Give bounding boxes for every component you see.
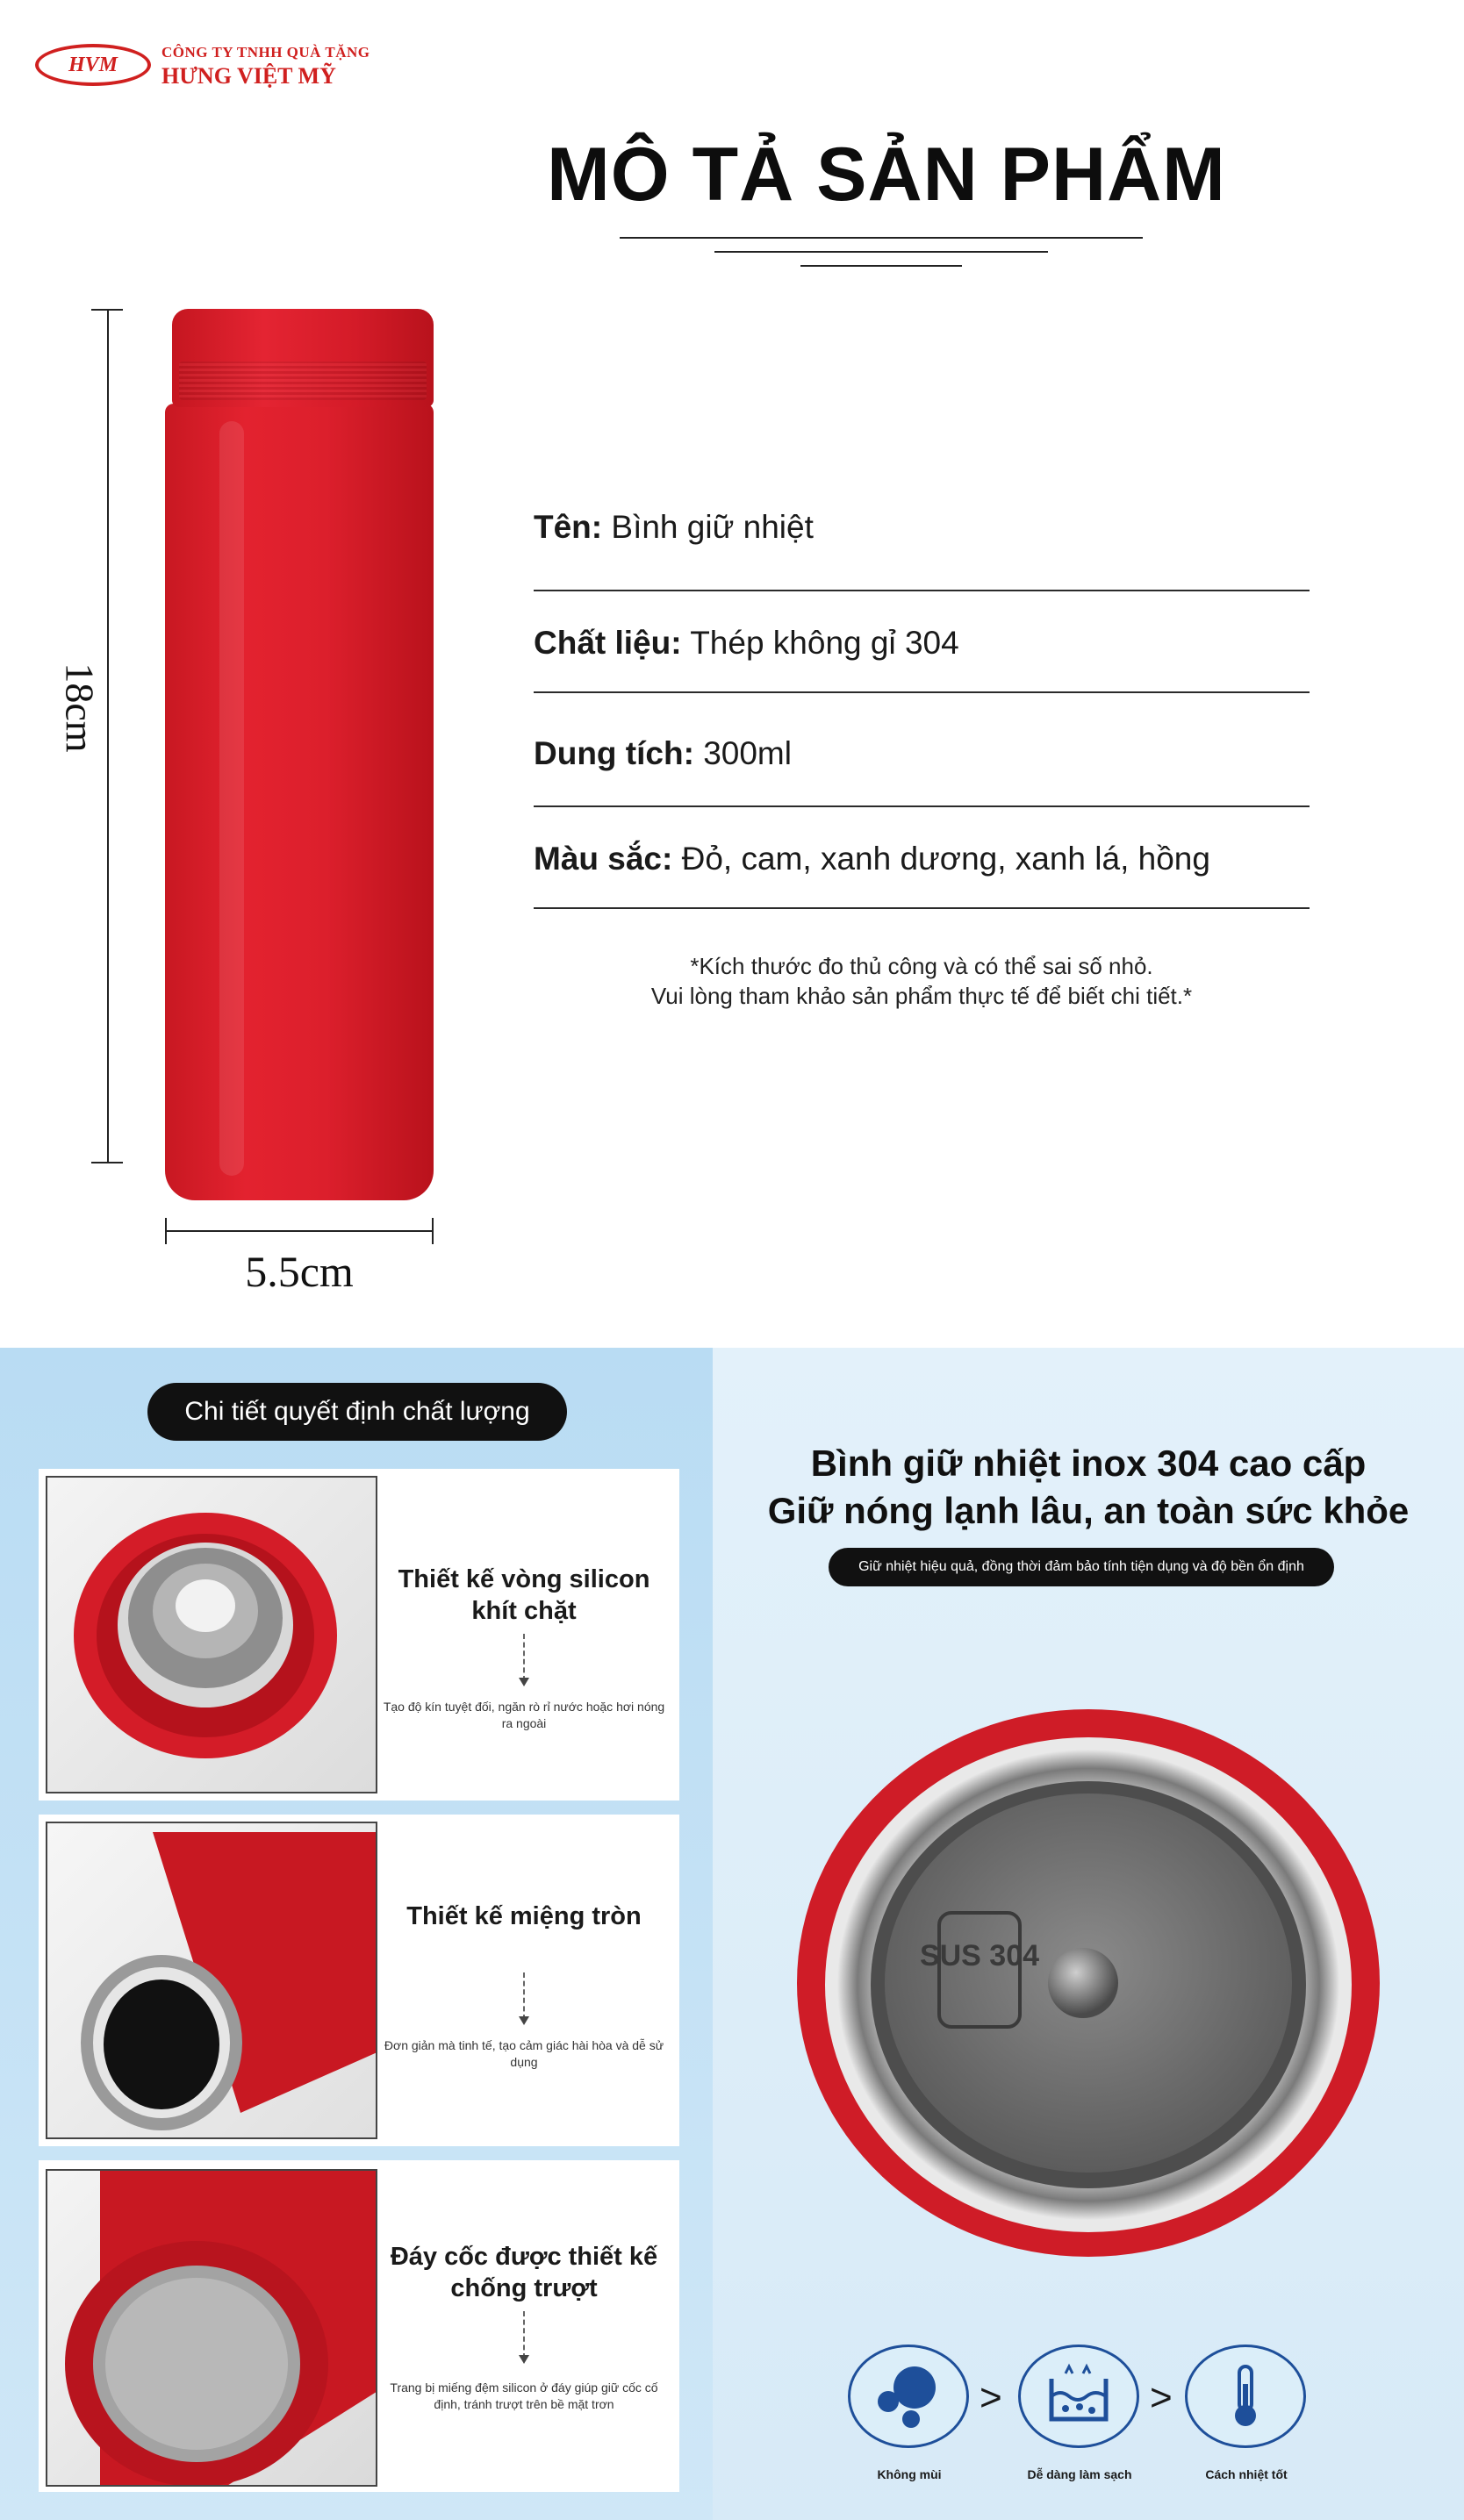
arrowhead-icon [519,2355,529,2364]
base-illustration [47,2171,377,2487]
height-dimension-top-tick [91,309,123,311]
feature-label-odorless: Không mùi [877,2467,942,2481]
spec-name [534,509,1310,546]
spec-material [534,625,1310,662]
brand-logo [35,44,151,86]
spec-capacity [534,735,1310,772]
spec-colors [534,841,1310,877]
thermometer-icon [1185,2345,1306,2448]
bottle-highlight [219,421,244,1176]
spec-divider [534,907,1310,909]
bottle-top-view [790,1702,1387,2264]
company-line: CÔNG TY TNHH QUÀ TẶNG [161,44,370,61]
details-heading: Chi tiết quyết định chất lượng [147,1383,567,1441]
spec-label: Dung tích: [534,735,694,771]
feature-title-1: Bình giữ nhiệt inox 304 cao cấp [810,1443,1367,1484]
spec-value: 300ml [703,735,792,771]
arrowhead-icon [519,2016,529,2025]
separator-gt: > [980,2376,1002,2419]
bottle-top-illustration [790,1702,1387,2264]
separator-gt: > [1150,2376,1173,2419]
detail-photo-lid [46,1476,377,1793]
bubbles-icon [848,2345,969,2448]
width-label: 5.5cm [245,1247,354,1296]
bottle-cap-grip [179,362,427,400]
feature-subtitle: Giữ nhiệt hiệu quả, đồng thời đảm bảo tính tiện dụng và độ bền ổn định [829,1548,1334,1586]
spec-divider [534,805,1310,807]
measurement-note [534,951,1310,1011]
mouth-illustration [47,1823,377,2139]
height-dimension-line [107,309,109,1163]
sus304-stamp: SUS 304 [919,1939,1040,1972]
company-name: HƯNG VIỆT MỸ [161,63,336,89]
title-rule-1 [620,237,1143,239]
detail-card-desc: Tạo độ kín tuyệt đối, ngăn rò rỉ nước hoặc hơi nóng ra ngoài [383,1700,665,1730]
detail-photo-mouth [46,1822,377,2139]
detail-card-desc: Đơn giản mà tinh tế, tạo cảm giác hài hòa và dễ sử dụng [384,2038,664,2069]
height-dimension-bottom-tick [91,1162,123,1163]
detail-card-title: Thiết kế miệng tròn [406,1902,642,1930]
arrow-down-icon [523,2311,525,2359]
lid-ring-illustration [47,1478,377,1793]
spec-value: Thép không gỉ 304 [690,625,959,661]
clean-water-icon-svg [1039,2361,1118,2431]
spec-value: Đỏ, cam, xanh dương, xanh lá, hồng [681,841,1210,877]
height-label: 18cm [57,662,103,753]
width-dimension-line [165,1230,434,1232]
page-title: MÔ TẢ SẢN PHẨM [547,132,1226,217]
brand-logo-text: HVM [68,53,118,76]
width-dimension-left-tick [165,1218,167,1244]
title-rule-3 [800,265,962,267]
spec-divider [534,691,1310,693]
arrow-down-icon [523,1972,525,2020]
spec-label: Màu sắc: [534,841,673,877]
thermometer-icon-svg [1206,2361,1285,2431]
spec-label: Chất liệu: [534,625,682,661]
arrowhead-icon [519,1678,529,1686]
spec-divider [534,590,1310,591]
clean-water-icon [1018,2345,1139,2448]
bottle-body [165,404,434,1200]
arrow-down-icon [523,1634,525,1681]
detail-card-desc: Trang bị miếng đệm silicon ở đáy giúp giữ cốc cố định, tránh trượt trên bề mặt trơn [390,2380,658,2411]
spec-label: Tên: [534,509,603,545]
note-line: *Kích thước đo thủ công và có thể sai số nhỏ. [690,953,1153,979]
feature-title-2: Giữ nóng lạnh lâu, an toàn sức khỏe [767,1490,1410,1531]
feature-label-easy-clean: Dễ dàng làm sạch [1027,2467,1132,2481]
bubbles-icon-svg [869,2361,948,2431]
detail-card-title: Đáy cốc được thiết kế chống trượt [390,2243,658,2302]
note-line: Vui lòng tham khảo sản phẩm thực tế để biết chi tiết.* [650,983,1193,1009]
width-dimension-right-tick [432,1218,434,1244]
detail-card-title: Thiết kế vòng silicon khít chặt [398,1565,650,1625]
spec-value: Bình giữ nhiệt [611,509,814,545]
detail-photo-base [46,2169,377,2487]
feature-label-insulation: Cách nhiệt tốt [1205,2467,1288,2481]
title-rule-2 [714,251,1048,253]
